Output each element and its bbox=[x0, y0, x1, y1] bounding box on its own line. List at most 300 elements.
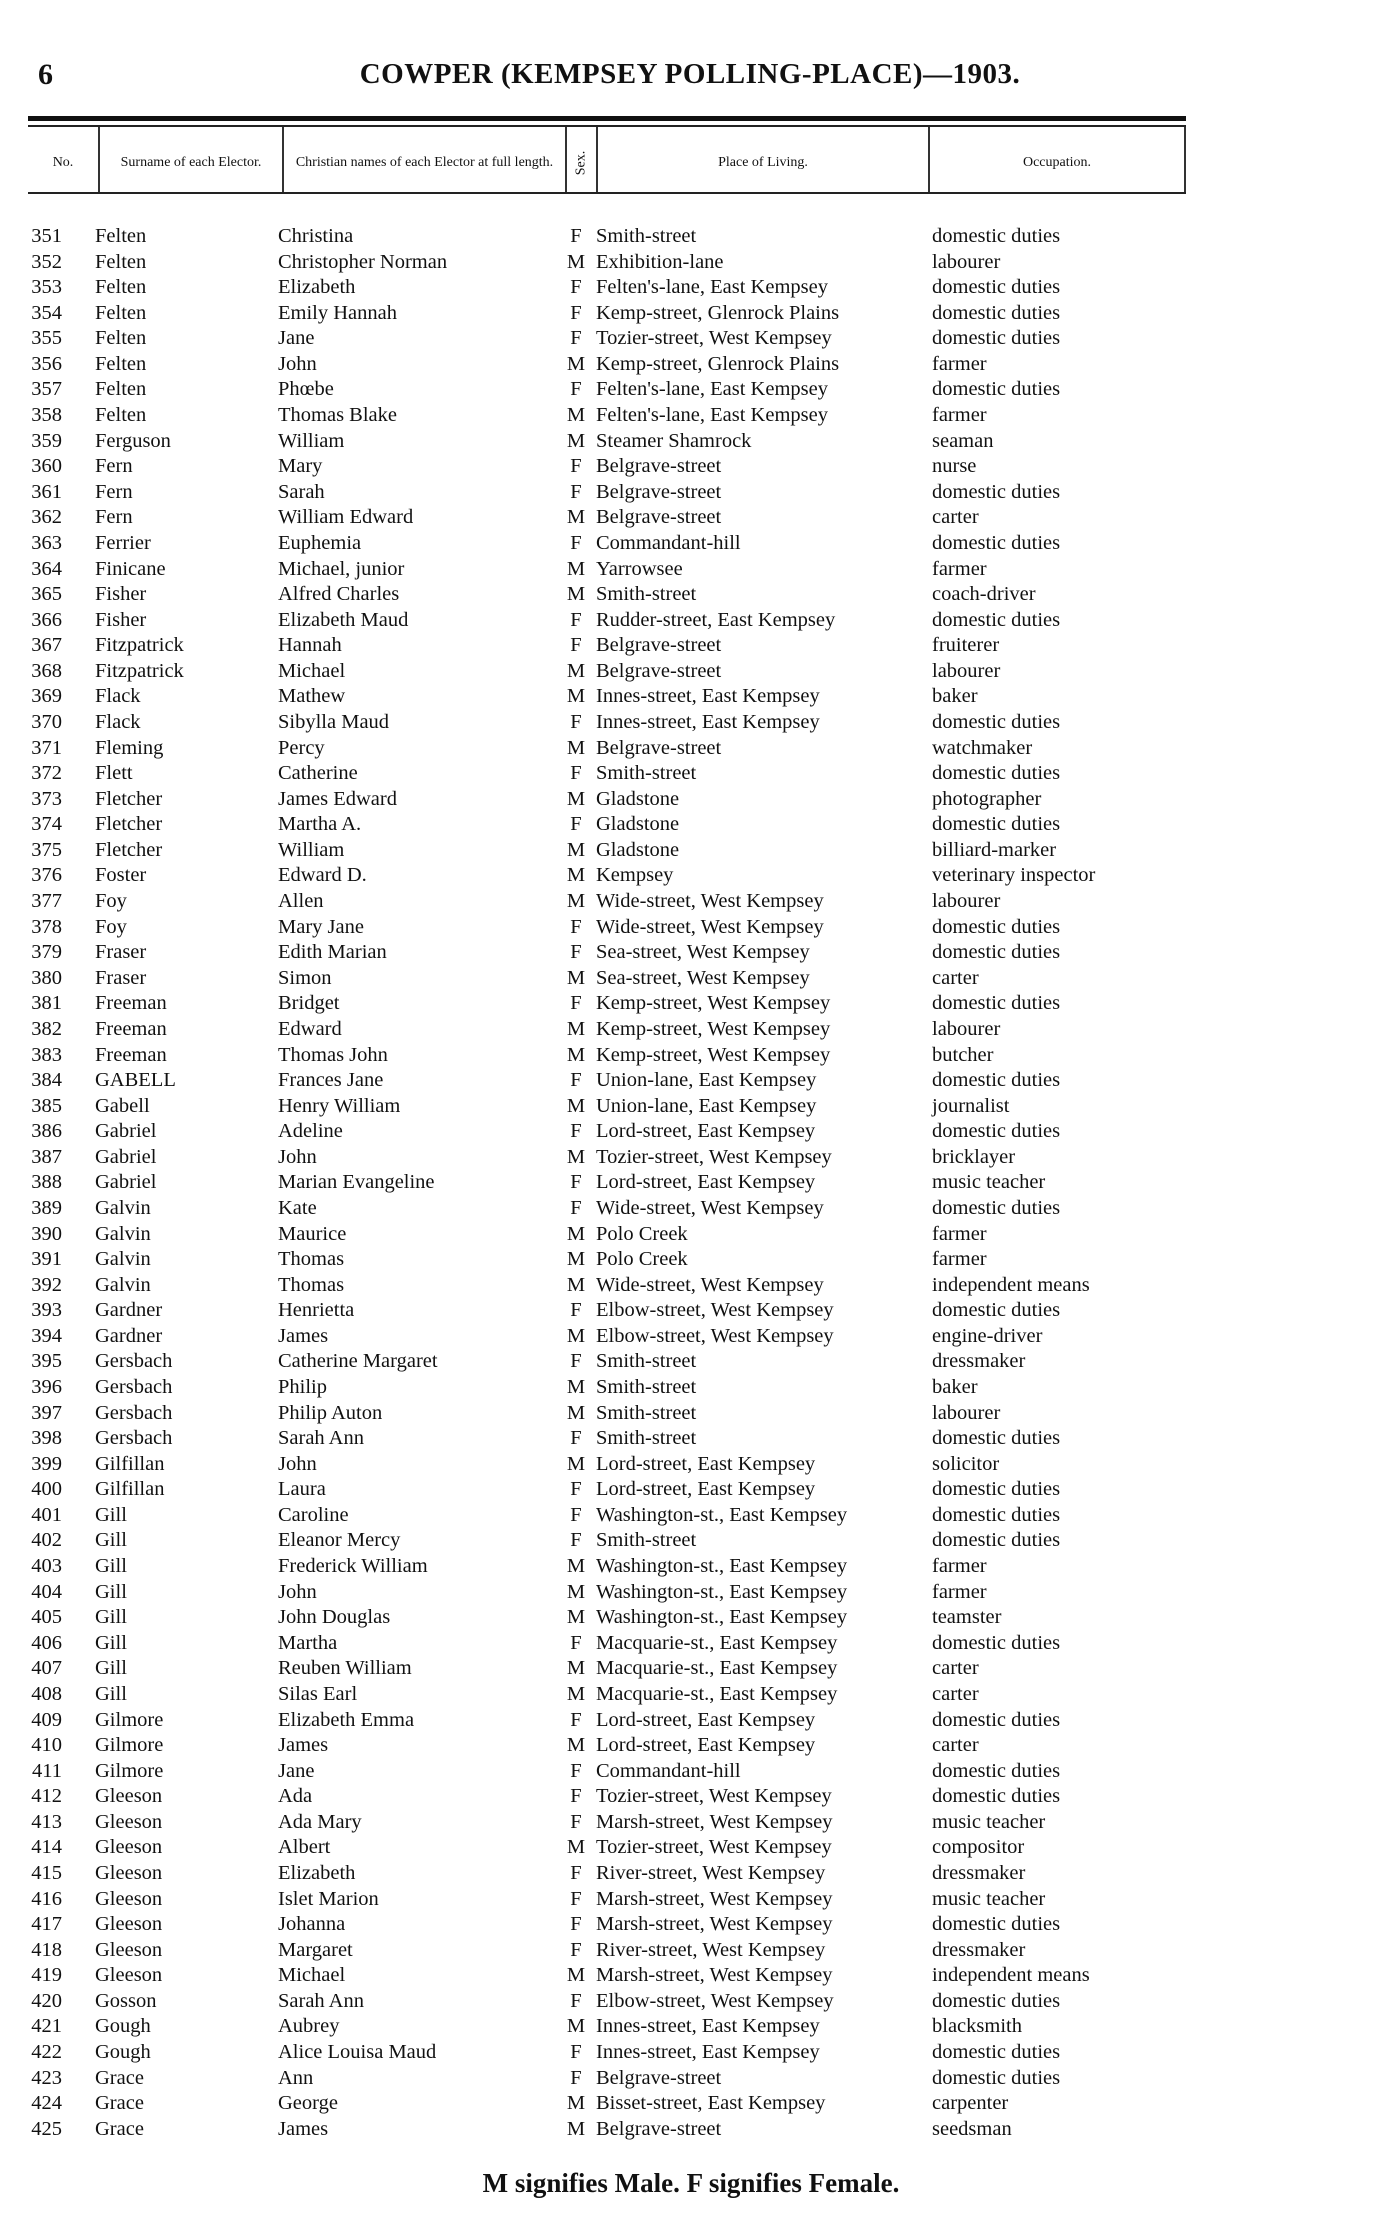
elector-occupation: domestic duties bbox=[932, 915, 1061, 938]
elector-christian-names: Albert bbox=[278, 1836, 331, 1859]
elector-occupation: domestic duties bbox=[932, 1708, 1061, 1731]
elector-christian-names: Hannah bbox=[278, 634, 342, 657]
table-row bbox=[0, 1759, 1382, 1785]
table-row bbox=[0, 1528, 1382, 1554]
elector-number: 371 bbox=[31, 736, 62, 759]
elector-number: 353 bbox=[31, 276, 62, 299]
elector-surname: Gleeson bbox=[95, 1862, 163, 1884]
elector-christian-names: Margaret bbox=[278, 1938, 353, 1961]
elector-christian-names: Reuben William bbox=[278, 1657, 412, 1680]
elector-surname: Felten bbox=[95, 378, 147, 401]
elector-number: 400 bbox=[31, 1478, 62, 1501]
elector-place-of-living: Felten's-lane, East Kempsey bbox=[596, 404, 828, 427]
elector-sex: F bbox=[570, 941, 582, 964]
elector-place-of-living: Kempsey bbox=[596, 864, 674, 887]
elector-surname: Gleeson bbox=[95, 1887, 163, 1910]
elector-christian-names: James bbox=[278, 1324, 329, 1347]
elector-sex: F bbox=[570, 378, 582, 401]
elector-christian-names: Sarah Ann bbox=[278, 1989, 364, 2012]
elector-christian-names: Edward D. bbox=[278, 864, 367, 887]
elector-surname: Foy bbox=[95, 890, 127, 913]
elector-surname: Foy bbox=[95, 915, 127, 938]
elector-number: 378 bbox=[31, 915, 62, 938]
table-row bbox=[0, 1375, 1382, 1401]
table-row bbox=[0, 684, 1382, 710]
elector-sex: F bbox=[570, 1299, 582, 1322]
elector-surname: Flack bbox=[95, 710, 141, 733]
elector-sex: M bbox=[566, 404, 586, 427]
table-row bbox=[0, 531, 1382, 557]
elector-occupation: domestic duties bbox=[932, 1989, 1061, 2012]
elector-occupation: domestic duties bbox=[932, 1913, 1061, 1936]
elector-occupation: domestic duties bbox=[932, 1196, 1061, 1219]
elector-occupation: baker bbox=[932, 685, 978, 708]
elector-christian-names: Elizabeth Maud bbox=[278, 608, 409, 631]
elector-occupation: bricklayer bbox=[932, 1145, 1016, 1168]
elector-number: 418 bbox=[31, 1938, 62, 1961]
table-row bbox=[0, 1682, 1382, 1708]
column-header-surname: Surname of each Elector. bbox=[120, 155, 262, 170]
elector-occupation: domestic duties bbox=[932, 327, 1061, 350]
elector-surname: Fleming bbox=[95, 736, 164, 759]
elector-surname: Ferrier bbox=[95, 531, 151, 554]
elector-place-of-living: Smith-street bbox=[596, 762, 697, 785]
elector-surname: Fisher bbox=[95, 608, 147, 631]
elector-sex: M bbox=[566, 736, 586, 759]
elector-number: 363 bbox=[31, 531, 62, 554]
elector-number: 352 bbox=[31, 250, 62, 273]
elector-sex: M bbox=[566, 1248, 586, 1271]
elector-number: 385 bbox=[31, 1094, 62, 1117]
table-row bbox=[0, 1554, 1382, 1580]
elector-christian-names: William bbox=[278, 429, 345, 452]
elector-sex: M bbox=[566, 352, 586, 375]
elector-occupation: domestic duties bbox=[932, 1069, 1061, 1092]
elector-number: 395 bbox=[31, 1350, 62, 1373]
elector-number: 408 bbox=[31, 1682, 62, 1705]
elector-number: 421 bbox=[31, 2015, 62, 2038]
elector-surname: Gill bbox=[95, 1503, 127, 1526]
elector-sex: F bbox=[570, 1478, 582, 1501]
elector-number: 410 bbox=[31, 1734, 62, 1757]
elector-place-of-living: Macquarie-st., East Kempsey bbox=[596, 1657, 838, 1680]
elector-number: 377 bbox=[31, 890, 62, 913]
elector-occupation: domestic duties bbox=[932, 1759, 1061, 1782]
elector-place-of-living: Sea-street, West Kempsey bbox=[596, 966, 810, 989]
elector-surname: Gill bbox=[95, 1657, 127, 1680]
elector-occupation: domestic duties bbox=[932, 1427, 1061, 1450]
elector-place-of-living: Smith-street bbox=[596, 583, 697, 606]
elector-occupation: journalist bbox=[932, 1094, 1010, 1117]
elector-sex: M bbox=[566, 1734, 586, 1757]
column-header-no: No. bbox=[52, 155, 74, 170]
table-row bbox=[0, 2091, 1382, 2117]
elector-christian-names: Henrietta bbox=[278, 1299, 355, 1322]
elector-place-of-living: Lord-street, East Kempsey bbox=[596, 1734, 816, 1757]
elector-surname: Felten bbox=[95, 327, 147, 350]
elector-occupation: baker bbox=[932, 1376, 978, 1399]
elector-number: 374 bbox=[31, 813, 62, 836]
elector-occupation: fruiterer bbox=[932, 634, 1000, 657]
elector-occupation: solicitor bbox=[932, 1452, 1000, 1475]
elector-christian-names: Simon bbox=[278, 966, 332, 989]
elector-surname: Gleeson bbox=[95, 1836, 163, 1859]
elector-christian-names: Phœbe bbox=[278, 378, 334, 401]
elector-surname: Fletcher bbox=[95, 838, 163, 861]
elector-surname: Galvin bbox=[95, 1196, 151, 1219]
elector-occupation: domestic duties bbox=[932, 301, 1061, 324]
elector-occupation: photographer bbox=[932, 787, 1042, 810]
elector-surname: Felten bbox=[95, 301, 147, 324]
elector-occupation: carter bbox=[932, 1682, 979, 1705]
elector-number: 365 bbox=[31, 583, 62, 606]
elector-number: 380 bbox=[31, 966, 62, 989]
table-row bbox=[0, 224, 1382, 250]
elector-occupation: domestic duties bbox=[932, 276, 1061, 299]
elector-surname: Gabriel bbox=[95, 1171, 157, 1194]
table-row bbox=[0, 812, 1382, 838]
elector-number: 397 bbox=[31, 1401, 62, 1424]
elector-place-of-living: Belgrave-street bbox=[596, 455, 722, 478]
elector-number: 370 bbox=[31, 710, 62, 733]
elector-sex: M bbox=[566, 2015, 586, 2038]
elector-surname: Gill bbox=[95, 1555, 127, 1578]
elector-occupation: domestic duties bbox=[932, 992, 1061, 1015]
elector-sex: M bbox=[566, 1606, 586, 1629]
table-row bbox=[0, 736, 1382, 762]
elector-christian-names: Percy bbox=[278, 736, 325, 759]
elector-number: 369 bbox=[31, 685, 62, 708]
table-row bbox=[0, 1247, 1382, 1273]
elector-surname: Gill bbox=[95, 1580, 127, 1603]
elector-place-of-living: Gladstone bbox=[596, 787, 680, 810]
elector-christian-names: Thomas bbox=[278, 1248, 345, 1271]
elector-place-of-living: Washington-st., East Kempsey bbox=[596, 1606, 848, 1629]
elector-occupation: dressmaker bbox=[932, 1350, 1026, 1373]
elector-surname: Gersbach bbox=[95, 1401, 173, 1424]
elector-christian-names: Philip bbox=[278, 1376, 327, 1399]
elector-christian-names: Sibylla Maud bbox=[278, 710, 390, 733]
elector-sex: F bbox=[570, 915, 582, 938]
elector-surname: Gough bbox=[95, 2015, 151, 2038]
elector-sex: F bbox=[570, 1631, 582, 1654]
table-row bbox=[0, 1145, 1382, 1171]
elector-number: 409 bbox=[31, 1708, 62, 1731]
table-row bbox=[0, 1273, 1382, 1299]
elector-surname: Grace bbox=[95, 2066, 144, 2089]
elector-place-of-living: Marsh-street, West Kempsey bbox=[596, 1810, 833, 1833]
table-row bbox=[0, 1810, 1382, 1836]
elector-number: 386 bbox=[31, 1120, 62, 1143]
elector-sex: M bbox=[566, 1401, 586, 1424]
elector-surname: Galvin bbox=[95, 1248, 151, 1271]
elector-christian-names: Ann bbox=[278, 2066, 314, 2089]
table-row bbox=[0, 838, 1382, 864]
header-rule-thin bbox=[28, 125, 1186, 127]
elector-number: 402 bbox=[31, 1529, 62, 1552]
elector-place-of-living: Belgrave-street bbox=[596, 480, 722, 503]
table-row bbox=[0, 940, 1382, 966]
elector-place-of-living: Tozier-street, West Kempsey bbox=[596, 327, 832, 350]
elector-place-of-living: Kemp-street, West Kempsey bbox=[596, 1017, 831, 1040]
table-row bbox=[0, 633, 1382, 659]
elector-sex: M bbox=[566, 250, 586, 273]
elector-surname: Gabriel bbox=[95, 1145, 157, 1168]
elector-sex: F bbox=[570, 1171, 582, 1194]
column-header-sex: Sex. bbox=[573, 150, 589, 176]
elector-number: 417 bbox=[31, 1913, 62, 1936]
table-row bbox=[0, 2066, 1382, 2092]
elector-place-of-living: Elbow-street, West Kempsey bbox=[596, 1299, 834, 1322]
elector-place-of-living: Smith-street bbox=[596, 1529, 697, 1552]
elector-place-of-living: Belgrave-street bbox=[596, 2066, 722, 2089]
elector-sex: F bbox=[570, 1427, 582, 1450]
table-row bbox=[0, 1912, 1382, 1938]
elector-occupation: watchmaker bbox=[932, 736, 1033, 759]
elector-number: 394 bbox=[31, 1324, 62, 1347]
column-header-place: Place of Living. bbox=[718, 155, 808, 170]
elector-number: 368 bbox=[31, 659, 62, 682]
elector-occupation: domestic duties bbox=[932, 531, 1061, 554]
elector-occupation: domestic duties bbox=[932, 1529, 1061, 1552]
elector-number: 411 bbox=[32, 1759, 62, 1782]
elector-sex: M bbox=[566, 429, 586, 452]
table-row bbox=[0, 377, 1382, 403]
elector-number: 396 bbox=[31, 1376, 62, 1399]
elector-christian-names: Edward bbox=[278, 1017, 342, 1040]
elector-occupation: carter bbox=[932, 506, 979, 529]
elector-number: 383 bbox=[31, 1043, 62, 1066]
elector-sex: F bbox=[570, 2066, 582, 2089]
elector-surname: Freeman bbox=[95, 1017, 167, 1040]
elector-number: 360 bbox=[31, 455, 62, 478]
elector-occupation: domestic duties bbox=[932, 2041, 1061, 2064]
elector-surname: Gersbach bbox=[95, 1376, 173, 1399]
elector-number: 423 bbox=[31, 2066, 62, 2089]
elector-sex: F bbox=[570, 1913, 582, 1936]
elector-occupation: carpenter bbox=[932, 2092, 1009, 2115]
elector-sex: F bbox=[570, 276, 582, 299]
elector-place-of-living: Smith-street bbox=[596, 1376, 697, 1399]
table-row bbox=[0, 1298, 1382, 1324]
elector-place-of-living: Smith-street bbox=[596, 1350, 697, 1373]
elector-christian-names: John bbox=[278, 1145, 317, 1168]
elector-occupation: domestic duties bbox=[932, 813, 1061, 836]
elector-christian-names: Frederick William bbox=[278, 1555, 428, 1578]
elector-place-of-living: Gladstone bbox=[596, 813, 680, 836]
elector-surname: Foster bbox=[95, 864, 147, 887]
table-row bbox=[0, 1401, 1382, 1427]
elector-christian-names: James bbox=[278, 1734, 329, 1757]
elector-christian-names: Michael, junior bbox=[278, 557, 405, 580]
table-row bbox=[0, 889, 1382, 915]
elector-place-of-living: Lord-street, East Kempsey bbox=[596, 1452, 816, 1475]
elector-occupation: independent means bbox=[932, 1964, 1090, 1987]
elector-number: 384 bbox=[31, 1069, 62, 1092]
elector-number: 390 bbox=[31, 1222, 62, 1245]
table-row bbox=[0, 1861, 1382, 1887]
elector-number: 362 bbox=[31, 506, 62, 529]
table-row bbox=[0, 1605, 1382, 1631]
elector-christian-names: Thomas bbox=[278, 1273, 345, 1296]
elector-christian-names: Christina bbox=[278, 225, 354, 247]
table-row bbox=[0, 505, 1382, 531]
elector-christian-names: Martha bbox=[278, 1631, 338, 1654]
elector-occupation: farmer bbox=[932, 1555, 987, 1578]
elector-occupation: music teacher bbox=[932, 1810, 1046, 1833]
elector-christian-names: Marian Evangeline bbox=[278, 1171, 435, 1194]
elector-sex: M bbox=[566, 1682, 586, 1705]
table-row bbox=[0, 1580, 1382, 1606]
elector-number: 364 bbox=[31, 557, 62, 580]
elector-surname: Felten bbox=[95, 352, 147, 375]
elector-number: 376 bbox=[31, 864, 62, 887]
elector-number: 401 bbox=[31, 1503, 62, 1526]
elector-place-of-living: Gladstone bbox=[596, 838, 680, 861]
elector-sex: F bbox=[570, 1938, 582, 1961]
table-row bbox=[0, 761, 1382, 787]
elector-place-of-living: Kemp-street, Glenrock Plains bbox=[596, 301, 840, 324]
elector-place-of-living: Lord-street, East Kempsey bbox=[596, 1120, 816, 1143]
elector-place-of-living: Belgrave-street bbox=[596, 506, 722, 529]
elector-occupation: domestic duties bbox=[932, 762, 1061, 785]
elector-occupation: butcher bbox=[932, 1043, 994, 1066]
elector-christian-names: Mary Jane bbox=[278, 915, 364, 938]
elector-place-of-living: Tozier-street, West Kempsey bbox=[596, 1836, 832, 1859]
elector-sex: F bbox=[570, 1350, 582, 1373]
elector-occupation: domestic duties bbox=[932, 1299, 1061, 1322]
elector-place-of-living: Marsh-street, West Kempsey bbox=[596, 1964, 833, 1987]
elector-surname: Gilmore bbox=[95, 1759, 164, 1782]
elector-occupation: labourer bbox=[932, 1017, 1001, 1040]
elector-number: 393 bbox=[31, 1299, 62, 1322]
elector-sex: F bbox=[570, 1708, 582, 1731]
elector-christian-names: Eleanor Mercy bbox=[278, 1529, 401, 1552]
elector-place-of-living: Exhibition-lane bbox=[596, 250, 724, 273]
elector-place-of-living: Wide-street, West Kempsey bbox=[596, 915, 824, 938]
elector-occupation: music teacher bbox=[932, 1887, 1046, 1910]
table-row bbox=[0, 429, 1382, 455]
elector-christian-names: Mathew bbox=[278, 685, 346, 708]
table-row bbox=[0, 1349, 1382, 1375]
elector-christian-names: Catherine bbox=[278, 762, 358, 785]
elector-christian-names: Adeline bbox=[278, 1120, 343, 1143]
elector-sex: F bbox=[570, 608, 582, 631]
elector-number: 359 bbox=[31, 429, 62, 452]
elector-surname: Fraser bbox=[95, 966, 147, 989]
elector-surname: Gill bbox=[95, 1606, 127, 1629]
table-row bbox=[0, 1170, 1382, 1196]
elector-surname: Fraser bbox=[95, 941, 147, 964]
elector-surname: Gardner bbox=[95, 1324, 163, 1347]
elector-place-of-living: Belgrave-street bbox=[596, 659, 722, 682]
elector-sex: F bbox=[570, 1196, 582, 1219]
elector-sex: F bbox=[570, 455, 582, 478]
elector-number: 355 bbox=[31, 327, 62, 350]
table-row bbox=[0, 352, 1382, 378]
elector-number: 412 bbox=[31, 1785, 62, 1808]
column-header-christian-names: Christian names of each Elector at full length. bbox=[295, 155, 554, 170]
elector-sex: M bbox=[566, 890, 586, 913]
table-row bbox=[0, 250, 1382, 276]
table-row bbox=[0, 480, 1382, 506]
elector-place-of-living: Union-lane, East Kempsey bbox=[596, 1069, 817, 1092]
elector-sex: M bbox=[566, 1964, 586, 1987]
elector-sex: M bbox=[566, 506, 586, 529]
elector-number: 419 bbox=[31, 1964, 62, 1987]
elector-number: 356 bbox=[31, 352, 62, 375]
elector-sex: F bbox=[570, 1785, 582, 1808]
elector-occupation: farmer bbox=[932, 404, 987, 427]
elector-surname: GABELL bbox=[95, 1069, 176, 1092]
elector-surname: Gilfillan bbox=[95, 1452, 165, 1475]
elector-christian-names: Allen bbox=[278, 890, 324, 913]
table-row bbox=[0, 1324, 1382, 1350]
elector-surname: Fern bbox=[95, 455, 133, 478]
elector-place-of-living: River-street, West Kempsey bbox=[596, 1938, 826, 1961]
elector-occupation: carter bbox=[932, 1657, 979, 1680]
elector-place-of-living: Commandant-hill bbox=[596, 531, 741, 554]
elector-occupation: labourer bbox=[932, 250, 1001, 273]
table-row bbox=[0, 1989, 1382, 2015]
elector-christian-names: Elizabeth Emma bbox=[278, 1708, 415, 1731]
elector-number: 367 bbox=[31, 634, 62, 657]
elector-occupation: domestic duties bbox=[932, 1478, 1061, 1501]
elector-number: 379 bbox=[31, 941, 62, 964]
elector-number: 398 bbox=[31, 1427, 62, 1450]
elector-surname: Flett bbox=[95, 762, 133, 785]
elector-christian-names: Caroline bbox=[278, 1503, 349, 1526]
table-row bbox=[0, 787, 1382, 813]
elector-sex: M bbox=[566, 1145, 586, 1168]
elector-occupation: coach-driver bbox=[932, 583, 1036, 606]
table-row bbox=[0, 326, 1382, 352]
elector-sex: M bbox=[566, 1657, 586, 1680]
elector-place-of-living: Wide-street, West Kempsey bbox=[596, 1196, 824, 1219]
elector-christian-names: Jane bbox=[278, 1759, 315, 1782]
elector-surname: Felten bbox=[95, 250, 147, 273]
elector-christian-names: John Douglas bbox=[278, 1606, 391, 1629]
elector-occupation: veterinary inspector bbox=[932, 864, 1096, 887]
elector-surname: Grace bbox=[95, 2117, 144, 2140]
elector-number: 382 bbox=[31, 1017, 62, 1040]
elector-sex: F bbox=[570, 1120, 582, 1143]
elector-sex: F bbox=[570, 1529, 582, 1552]
elector-surname: Felten bbox=[95, 225, 147, 247]
table-row bbox=[0, 2014, 1382, 2040]
elector-christian-names: Ada bbox=[278, 1785, 313, 1808]
elector-surname: Gleeson bbox=[95, 1810, 163, 1833]
elector-sex: F bbox=[570, 480, 582, 503]
elector-number: 425 bbox=[31, 2117, 62, 2140]
elector-sex: F bbox=[570, 2041, 582, 2064]
elector-number: 361 bbox=[31, 480, 62, 503]
elector-christian-names: Bridget bbox=[278, 992, 340, 1015]
column-header-sex-cell bbox=[567, 136, 596, 190]
elector-occupation: domestic duties bbox=[932, 1785, 1061, 1808]
elector-place-of-living: Polo Creek bbox=[596, 1248, 688, 1271]
elector-place-of-living: Tozier-street, West Kempsey bbox=[596, 1145, 832, 1168]
elector-place-of-living: Kemp-street, Glenrock Plains bbox=[596, 352, 840, 375]
elector-sex: F bbox=[570, 531, 582, 554]
elector-place-of-living: Commandant-hill bbox=[596, 1759, 741, 1782]
elector-place-of-living: Smith-street bbox=[596, 225, 697, 247]
elector-occupation: carter bbox=[932, 966, 979, 989]
elector-christian-names: Thomas Blake bbox=[278, 404, 397, 427]
elector-place-of-living: Marsh-street, West Kempsey bbox=[596, 1913, 833, 1936]
table-row bbox=[0, 659, 1382, 685]
elector-surname: Galvin bbox=[95, 1273, 151, 1296]
